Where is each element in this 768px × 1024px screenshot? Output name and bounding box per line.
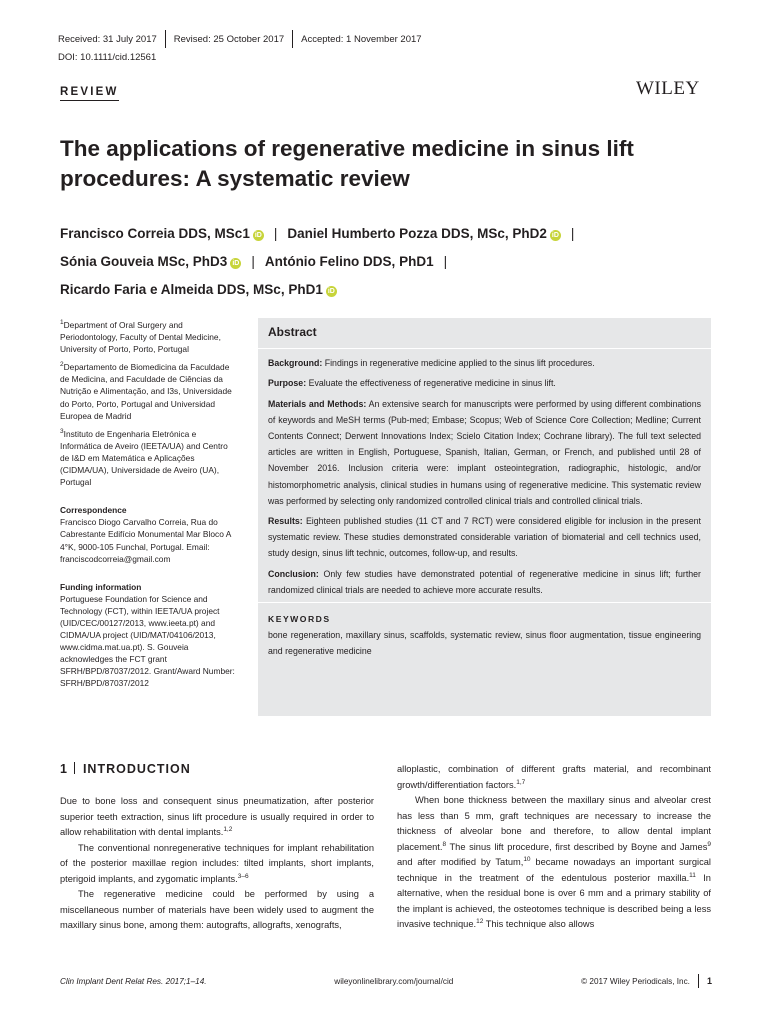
author-separator: | [251,254,255,269]
affiliation-2: $^2$Departamento de Biomedicina da Faculdade de Medicina, and Faculdade de Ciências da Nutrição e Alimentação, and I3s, Universidade do Porto, Porto, Portugal and Universidad Europea de Madrid [60,361,232,421]
funding-heading: Funding information [60,581,142,592]
divider [698,974,699,988]
keywords-text: bone regeneration, maxillary sinus, scaffolds, systematic review, sinus floor augmentation, tissue engineering and regenerative medicine [268,630,701,657]
footer-right [581,974,712,988]
correspondence-text: Francisco Diogo Carvalho Correia, Rua do Cabrestante Edifício Monumental Mar Bloco A 4°K, 9000-105 Funchal, Portugal. Email: franciscodcorreia@gmail.com [60,517,231,564]
publisher-logo: WILEY [636,78,700,99]
doi[interactable]: DOI: 10.1111/cid.12561 [58,52,157,63]
body-column-right [397,762,711,933]
section-heading: 1 INTRODUCTION [60,762,191,776]
correspondence-heading: Correspondence [60,505,127,516]
paragraph: alloplastic, combination of different grafts material, and recombinant growth/differentiation factors.$^{1,7}$ [397,764,711,790]
divider [165,30,166,48]
abstract-background: Background: Findings in regenerative medicine applied to the sinus lift procedures. [268,358,595,369]
paragraph: When bone thickness between the maxillary sinus and alveolar crest has less than 5 mm, graft techniques are necessary to increase the thickness of alveolar bone and therefore, to allow dental implant placement.$^8$ The sinus lift procedure, first described by Boyne and James$^9$ and after modified by Tatum,$^{10}$ became nowadays an important surgical technique in the treatment of the edentulous posterior maxilla.$^{11}$ In alternative, when the residual bone is over 6 mm and a primary stability of the implant is achieved, the osteotomes technique is described being a less invasive technique.$^{12}$ This technique also allows [397,795,711,929]
abstract-box [258,318,711,716]
journal-citation: Clin Implant Dent Relat Res. 2017;1–14. [60,976,207,986]
affiliations-column [60,319,238,696]
author[interactable]: Sónia Gouveia MSc, PhD3 iD [60,254,240,269]
orcid-icon[interactable]: iD [327,288,335,295]
abstract-methods: Materials and Methods: An extensive search for manuscripts were performed by using different combinations of keywords and MeSH terms (Pub-med; Embase; Scopus; Web of Science Core Collection; Medline; Current Contents Connect; Derwent Innovations Index; Scielo Citation Index; Cochrane library). The full text selected articles are written in English, Portuguese, Spanish, Italian, German, or French, and published until 28 of November 2016. Inclusion criteria were: implant osteointegration, radiographic, histologic, and/or histomorphometric analysis, clinical studies in humans using of regenerative medicine. This systematic review was performed by selecting only randomized controlled clinical trials and controlled clinical trials. [268,398,701,506]
received-date: Received: 31 July 2017 [58,33,157,45]
affiliation-3: $^3$Instituto de Engenharia Eletrónica e Informática de Aveiro (IEETA/UA) and Centro de I&D em Matemática e Aplicações (CIDMA/UA), Universidade de Aveiro (UA), Portugal [60,427,228,488]
body-column-left [60,762,374,934]
section-label: REVIEW [60,86,119,101]
paragraph: Due to bone loss and consequent sinus pneumatization, after posterior superior teeth extraction, sinus lift procedure is usually required in order to allow rehabilitation with dental implants.$^{1,2}$ [60,796,374,837]
divider [292,30,293,48]
author[interactable]: Ricardo Faria e Almeida DDS, MSc, PhD1 iD [60,282,335,297]
paragraph: The conventional nonregenerative techniques for implant rehabilitation of the posterior maxillae region includes: tilted implants, short implants, pterigoid implants, and zygomatic implants.$^{3-6}$ [60,842,374,884]
paragraph: The regenerative medicine could be performed by using a miscellaneous number of materials have been widely used to augment the maxillary sinus bone, among them: autografts, allografts, xenografts, [60,889,374,930]
author-separator: | [273,226,278,241]
page-footer [60,974,712,988]
author[interactable]: Daniel Humberto Pozza DDS, MSc, PhD2 iD [287,226,559,241]
abstract-purpose: Purpose: Evaluate the effectiveness of regenerative medicine in sinus lift. [268,378,556,389]
title-line-1: The applications of regenerative medicine in sinus lift [60,136,634,161]
author[interactable]: Francisco Correia DDS, MSc1 iD [60,226,262,241]
title-line-2: procedures: A systematic review [60,166,410,191]
revised-date: Revised: 25 October 2017 [173,33,285,45]
divider [258,602,711,603]
author[interactable]: António Felino DDS, PhD1 [264,254,434,269]
funding-text: Portuguese Foundation for Science and Technology (FCT), within IEETA/UA project (UID/CEC/00127/2013, www.ieeta.pt) and CIDMA/UA project (UID/MAT/04106/2013, www.cidma.mat.ua.pt). S. Gouveia acknowledges the FCT grant SFRH/BPD/87037/2012. Grant/Award Number: SFRH/BPD/87037/2012 [60,593,235,689]
author-separator: | [570,226,575,241]
page-number: 1 [706,976,712,986]
author-list [60,220,740,304]
copyright: © 2017 Wiley Periodicals, Inc. [581,976,690,986]
orcid-icon[interactable]: iD [254,232,262,239]
orcid-icon[interactable]: iD [232,260,240,267]
abstract-results: Results: Eighteen published studies (11 CT and 7 RCT) were considered eligible for inclusion in the present systematic review. These studies demonstrated considerable variation of biomaterial and cell technics used, study design, sinus lift technic, outcomes, follow-up, and results. [268,516,701,559]
article-title [60,134,700,194]
author-separator: | [443,254,448,269]
keywords-heading: KEYWORDS [268,614,331,625]
journal-url[interactable]: wileyonlinelibrary.com/journal/cid [334,976,454,986]
orcid-icon[interactable]: iD [551,232,559,239]
divider [258,348,711,349]
article-dates [58,28,422,50]
accepted-date: Accepted: 1 November 2017 [301,33,422,45]
affiliation-1: $^1$Department of Oral Surgery and Periodontology, Faculty of Dental Medicine, University of Porto, Porto, Portugal [60,319,221,355]
abstract-conclusion: Conclusion: Only few studies have demonstrated potential of regenerative medicine in sinus lift; further randomized clinical trials are needed to achieve more accurate results. [268,568,701,595]
abstract-heading: Abstract [268,325,317,339]
